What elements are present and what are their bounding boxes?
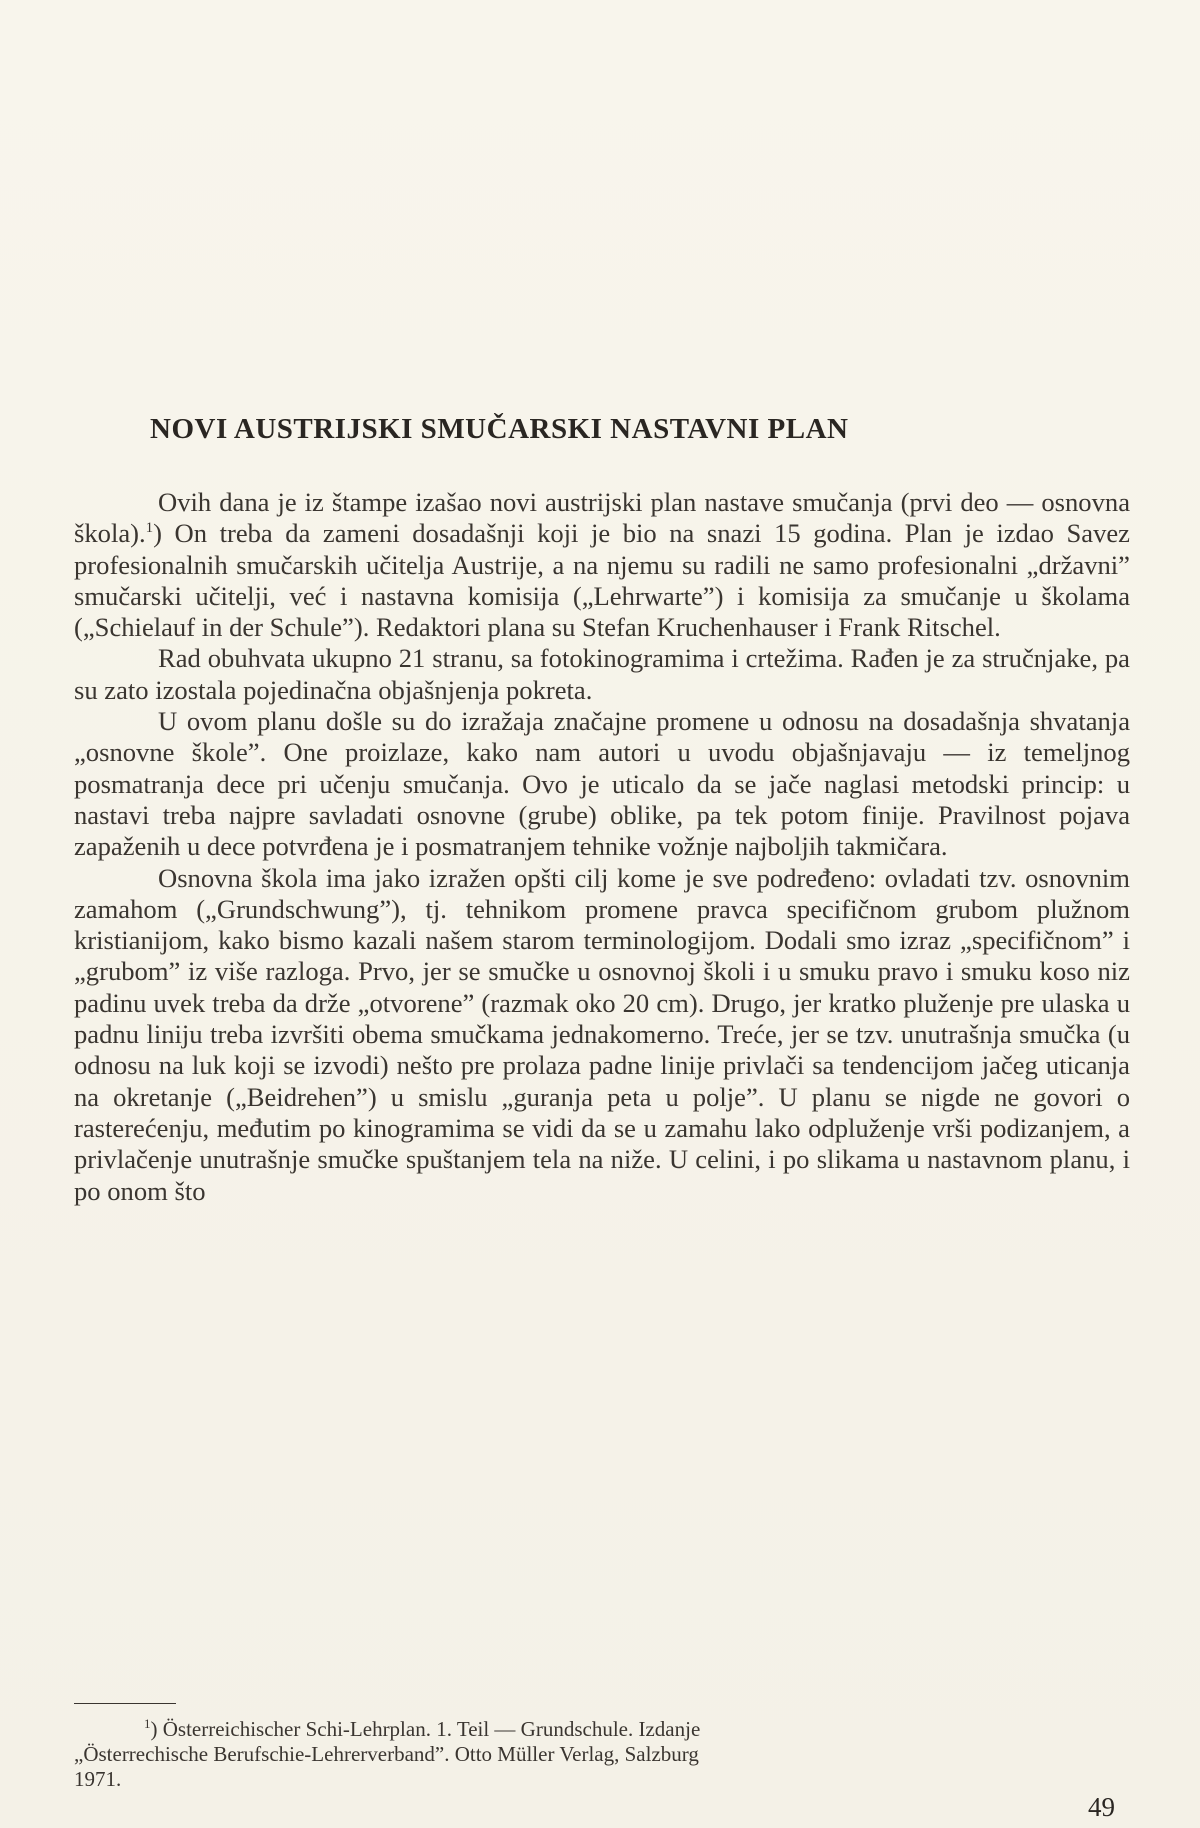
- footnote-line-2: „Österrechische Berufschie-Lehrerverband”. Otto Müller Verlag, Salzburg: [74, 1742, 699, 1766]
- paragraph-1-continuation: ) On treba da zameni dosadašnji koji je bio na snazi 15 godina. Plan je izdao Savez profesionalnih smučarskih učitelja Austrije, a na njemu su radili ne samo profesionalni „državni” smučarski učitelji, već i nastavna komisija („Lehrwarte”) i komisija za smučanje u školama („Schielauf in der Schule”). Redaktori plana su Stefan Kruchenhauser i Frank Ritschel.: [74, 518, 1130, 643]
- article-title: NOVI AUSTRIJSKI SMUČARSKI NASTAVNI PLAN: [150, 413, 849, 445]
- paragraph-1: [74, 487, 1130, 643]
- page-number: 49: [1088, 1792, 1115, 1822]
- footnote-mark: 1: [144, 1716, 151, 1731]
- footnote-reference: 1: [145, 520, 154, 537]
- paragraph-2: Rad obuhvata ukupno 21 stranu, sa fotokinogramima i crtežima. Rađen je za stručnjake, pa su zato izostala pojedinačna objašnjenja pokreta.: [74, 643, 1130, 705]
- paragraph-3: U ovom planu došle su do izražaja značajne promene u odnosu na dosadašnja shvatanja „osnovne škole”. One proizlaze, kako nam autori u uvodu objašnjavaju — iz temeljnog posmatranja dece pri učenju smučanja. Ovo je uticalo da se jače naglasi metodski princip: u nastavi treba najpre savladati osnovne (grube) oblike, pa tek potom finije. Pravilnost pojava zapaženih u dece potvrđena je i posmatranjem tehnike vožnje najboljih takmičara.: [74, 706, 1130, 862]
- paragraph-1-text: Ovih dana je iz štampe izašao novi austrijski plan nastave smučanja (prvi deo — osnovna škola).: [74, 487, 1130, 549]
- footnote-line-3: 1971.: [74, 1767, 122, 1791]
- footnote-text-1: ) Österreichischer Schi-Lehrplan. 1. Teil — Grundschule. Izdanje: [150, 1717, 701, 1741]
- article-body: [74, 487, 1130, 1207]
- footnote-line-1: [74, 1717, 1130, 1742]
- paragraph-4: Osnovna škola ima jako izražen opšti cilj kome je sve podređeno: ovladati tzv. osnovnim zamahom („Grundschwung”), tj. tehnikom promene pravca specifičnom grubom plužnom kristianijom, kako bismo kazali našem starom terminologijom. Dodali smo izraz „specifičnom” i „grubom” iz više razloga. Prvo, jer se smučke u osnovnoj školi i u smuku pravo i smuku koso niz padinu uvek treba da drže „otvorene” (razmak oko 20 cm). Drugo, jer kratko pluženje pre ulaska u padnu liniju treba izvršiti obema smučkama jednakomerno. Treće, jer se tzv. unutrašnja smučka (u odnosu na luk koji se izvodi) nešto pre prolaza padne linije privlači sa tendencijom jačeg uticanja na okretanje („Beidrehen”) u smislu „guranja peta u polje”. U planu se nigde ne govori o rasterećenju, međutim po kinogramima se vidi da se u zamahu lako odpluženje vrši podizanjem, a privlačenje unutrašnje smučke spuštanjem tela na niže. U celini, i po slikama u nastavnom planu, i po onom što: [74, 862, 1130, 1206]
- footnote-divider: [74, 1703, 176, 1704]
- footnote: [74, 1717, 1130, 1792]
